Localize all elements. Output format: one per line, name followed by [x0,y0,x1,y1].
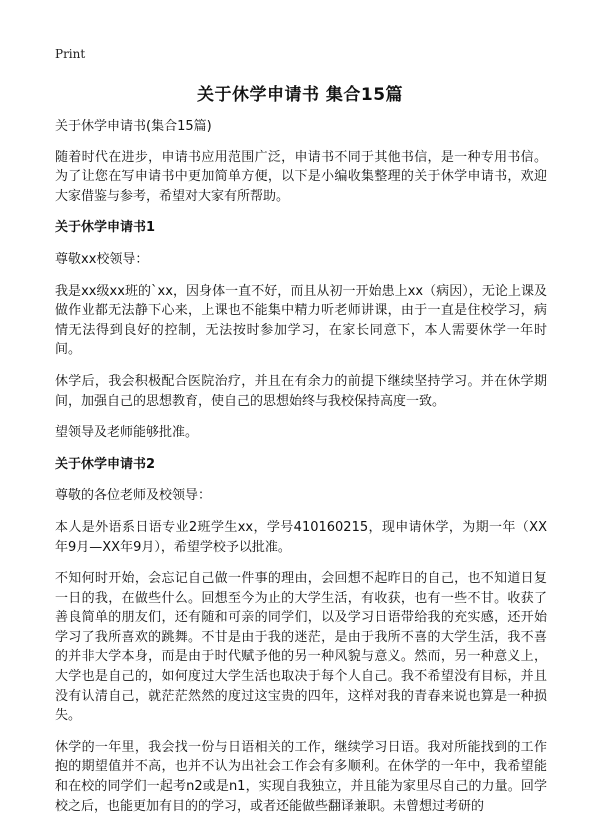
section-1-paragraph-2: 休学后，我会积极配合医院治疗，并且在有余力的前提下继续坚持学习。并在休学期间，加强自己的思想教育，使自己的思想始终与我校保持高度一致。 [55,373,547,409]
section-2-paragraph-1: 本人是外语系日语专业2班学生xx，学号410160215，现申请休学，为期一年（XX年9月—XX年9月），希望学校予以批准。 [55,519,547,555]
section-1-paragraph-3: 望领导及老师能够批准。 [55,425,199,441]
document-subtitle: 关于休学申请书(集合15篇) [55,119,212,134]
intro-paragraph: 随着时代在进步，申请书应用范围广泛，申请书不同于其他书信，是一种专用书信。为了让您在写申请书中更加简单方便，以下是小编收集整理的关于休学申请书，欢迎大家借鉴与参考，希望对大家有所帮助。 [55,149,547,204]
section-1-paragraph-1: 我是xx级xx班的`xx，因身体一直不好，而且从初一开始患上xx（病因），无论上课及做作业都无法静下心来，上课也不能集中精力听老师讲课，由于一直是住校学习，病情无法得到良好的控制，无法按时参加学习，在家长同意下，本人需要休学一年时间。 [55,283,547,358]
section-heading-1: 关于休学申请书1 [55,220,156,236]
print-label: Print [55,47,86,61]
section-heading-2: 关于休学申请书2 [55,456,156,472]
section-2-paragraph-3: 休学的一年里，我会找一份与日语相关的工作，继续学习日语。我对所能找到的工作抱的期望值并不高，也并不认为出社会工作会有多顺利。在休学的一年中，我希望能和在校的同学们一起考n2或是n1，实现自我独立，并且能为家里尽自己的力量。回学校之后，也能更加有目的的学习，或者还能做些翻译兼职。未曾想过考研的 [55,739,547,814]
page-title: 关于休学申请书 集合15篇 [196,85,404,105]
document-body [55,117,547,828]
section-1-salutation: 尊敬xx校领导： [55,251,149,267]
section-2-salutation: 尊敬的各位老师及校领导： [55,488,212,504]
section-2-paragraph-2: 不知何时开始，会忘记自己做一件事的理由，会回想不起昨日的自己，也不知道日复一日的我，在做些什么。回想至今为止的大学生活，有收获，也有一些不甘。收获了善良简单的朋友们，还有随和可亲的同学们，以及学习日语带给我的充实感，还开始学习了我所喜欢的跳舞。不甘是由于我的迷茫，是由于我所不喜的大学生活，我不喜的并非大学本身，而是由于时代赋予他的另一种风貌与意义。然而，另一种意义上，大学也是自己的，如何度过大学生活也取决于每个人自己。我不希望没有目标，并且没有认清自己，就茫茫然然的度过这宝贵的四年，这样对我的青春来说也算是一种损失。 [55,571,547,724]
